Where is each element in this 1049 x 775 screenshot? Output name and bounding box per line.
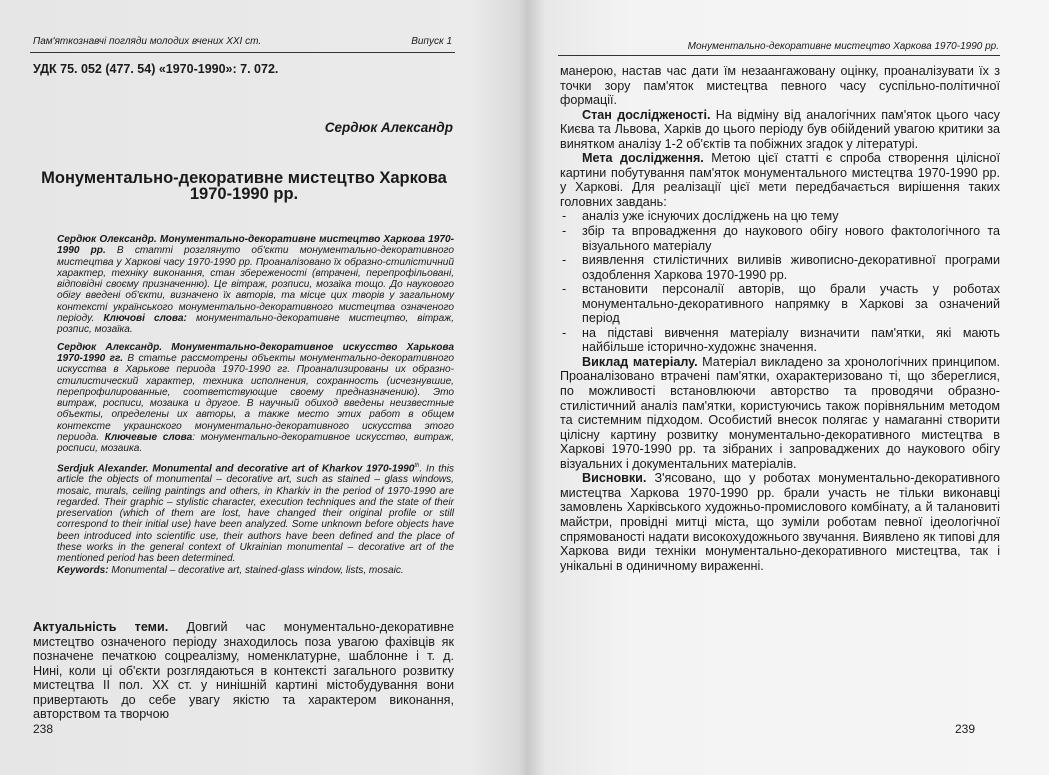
keywords-label: Keywords: xyxy=(57,564,109,576)
left-running-head: Пам'яткознавчі погляди молодих вчених XXI ст. xyxy=(33,36,262,47)
list-item: - на підставі вивчення матеріалу визначити пам'ятки, які мають найбільше історично-художнє значення. xyxy=(560,326,1000,355)
keywords: монументально-декоративне мистецтво, вітраж, розпис, мозаїка. xyxy=(57,313,454,336)
relevance-label: Актуальність теми. xyxy=(33,620,169,634)
title-line-1: Монументально-декоративне мистецтво Харкова xyxy=(41,169,447,187)
relevance-paragraph xyxy=(33,620,454,722)
abstracts xyxy=(57,234,454,582)
section-text: З'ясовано, що у роботах монументально-декоративного мистецтва Харкова 1970-1990 рр. брали участь не тільки виконавці замовлень Харківського художньо-промислового комбінату, а й талановиті майстри, провідні митці міста, що зуміли роботам певної ідеологічної спрямованості надати високохудожнього звучання. Виявлено як типові для Харкова види техніки монументально-декоративного мистецтва, так і унікальні в одиничному вираженні. xyxy=(560,471,1000,573)
abstract-russian xyxy=(57,342,454,455)
header-rule xyxy=(30,52,455,53)
continuation-paragraph: манерою, настав час дати їм незаангажовану оцінку, проаналізувати їх з точки зору пам'яток мистецтва певного часу суспільно-політичної формації. xyxy=(560,64,1000,108)
material-paragraph xyxy=(560,355,1000,471)
abstract-lead: Serdjuk Alexander. Monumental and decorative art of Kharkov 1970-1990 xyxy=(57,463,415,474)
state-paragraph xyxy=(560,108,1000,152)
list-item: - виявлення стилістичних виливів живописно-декоративної програми оздоблення Харкова 1970-1990 рр. xyxy=(560,253,1000,282)
page-number-left: 238 xyxy=(33,722,54,736)
tasks-list xyxy=(560,209,1000,354)
title-line-2: 1970-1990 рр. xyxy=(189,185,299,203)
keywords-label: Ключевые слова xyxy=(104,432,193,444)
right-body xyxy=(560,64,1000,573)
issue-number: Випуск 1 xyxy=(411,36,452,47)
abstract-text: В статье рассмотрены объекты монументально-декоративного искусства в Харькове периода 1970-1990 гг. Проанализированы их образно-стилистический характер, техника исполнения, сохранность (исчезнувшие, перепрофилированные, соответствующие своему предназначению). Это витраж, росписи, мозаика и другое. В научный обиход введены неизвестные объекты, определены их авторы, а также место этих работ в общем контексте украинского монументально-декоративного искусства этого периода. xyxy=(57,352,454,444)
abstract-ukrainian xyxy=(57,234,454,336)
section-text: Метою цієї статті є спроба створення цілісної картини побутування пам'яток монументального мистецтва 1970-1990 рр. у Харкові. Для реалізації цієї мети передбачається вирішення таких головних завдань: xyxy=(560,151,1000,209)
list-item: - встановити персоналії авторів, що брали участь у роботах монументально-декоративного напрямку в Харкові за означений період xyxy=(560,282,1000,326)
abstract-english xyxy=(57,461,454,576)
section-text: На відміну від аналогічних пам'яток цього часу Києва та Львова, Харків до цього періоду був обійдений увагою критики за винятком аналізу 1-2 об'єктів та побіжних згадок у літературі. xyxy=(560,107,1000,151)
section-label: Виклад матеріалу. xyxy=(582,354,698,369)
header-rule xyxy=(558,55,1000,56)
section-label: Мета дослідження. xyxy=(582,151,704,166)
abstract-text: . In this article the objects of monumental – decorative art, such as stained – glass windows, mosaic, murals, ceiling paintings and others, in Kharkiv in the period of 1970-1990 are regarded. Their graphic – stylistic character, execution techniques and the state of their preservation (which of them are lost, have changed their original profile or still correspond to their initial use) have been analyzed. Some unknown before objects have been introduced into scientific use, their authors have been defined and the place of these works in the general context of Ukrainian monumental – decorative art of the mentioned period has been determined. xyxy=(57,463,454,565)
abstract-text: В статті розглянуто об'єкти монументально-декоративного мистецтва у Харкові часу 1970-1990 рр. Проаналізовано їх образно-стилістичний характер, техніку виконання, стан збереженості (втрачені, перепрофільовані, відповідні своєму призначенню). Це вітраж, розписи, мозаїка тощо. До наукового обігу введені об'єкти, визначено їх авторів, та місце цих творів у загальному контексті українського монументально-декоративного мистецтва означеного періоду. xyxy=(57,245,454,325)
article-title xyxy=(30,170,458,202)
section-text: Матеріал викладено за хронологічних принципом. Проаналізовано втрачені пам'ятки, охарактеризовано ті, що збереглися, по можливості встановлюючи авторство та проводячи образно-стилістичний аналіз пам'ятки, користуючись також порівняльним методом та системним підходом. Особистий внесок полягає у намаганні створити цілісну картину розвитку монументально-декоративного мистецтва в Харкові 1970-1990 рр. та зібраних і запроваджених до наукового обігу візуальних і документальних матеріалів. xyxy=(560,354,1000,471)
udk-code: УДК 75. 052 (477. 54) «1970-1990»: 7. 072. xyxy=(33,62,279,76)
list-item: - збір та впровадження до наукового обігу нового фактологічного та візуального матеріалу xyxy=(560,224,1000,253)
section-label: Стан досліджeності. xyxy=(582,107,711,122)
abstract-lead: Сердюк Олександр. Монументально-декоративне мистецтво Харкова 1970-1990 рр. xyxy=(57,234,454,257)
abstract-lead: Сердюк Александр. Монументально-декоративное искусство Харькова 1970-1990 гг. xyxy=(57,341,454,364)
right-running-head: Монументально-декоративне мистецтво Харкова 1970-1990 рр. xyxy=(687,41,999,52)
conclusions-paragraph xyxy=(560,471,1000,573)
list-item: - аналіз уже існуючих досліджень на цю тему xyxy=(560,209,1000,224)
relevance-text: Довгий час монументально-декоративне мистецтво означеного періоду знаходилось поза увагою фахівців як позначене печаткою соцреалізму, номенклатурне, шаблонне і т. д. Нині, коли ці об'єкти розглядаються в контексті загального розвитку мистецтва II пол. XX ст. у нинішній картині містобудування вони привертають до себе увагу якістю та характером виконання, авторством та творчою xyxy=(33,620,454,722)
page-number-right: 239 xyxy=(955,722,976,736)
goal-paragraph xyxy=(560,151,1000,209)
abstract-sup: th xyxy=(414,462,420,469)
author-name: Сердюк Александр xyxy=(324,120,453,135)
keywords: Monumental – decorative art, stained-glass window, lists, mosaic. xyxy=(108,564,404,576)
section-label: Висновки. xyxy=(582,471,647,486)
keywords: : монументально-декоративное искусство, витраж, росписи, мозаика. xyxy=(57,432,455,455)
keywords-label: Ключові слова: xyxy=(103,313,187,325)
